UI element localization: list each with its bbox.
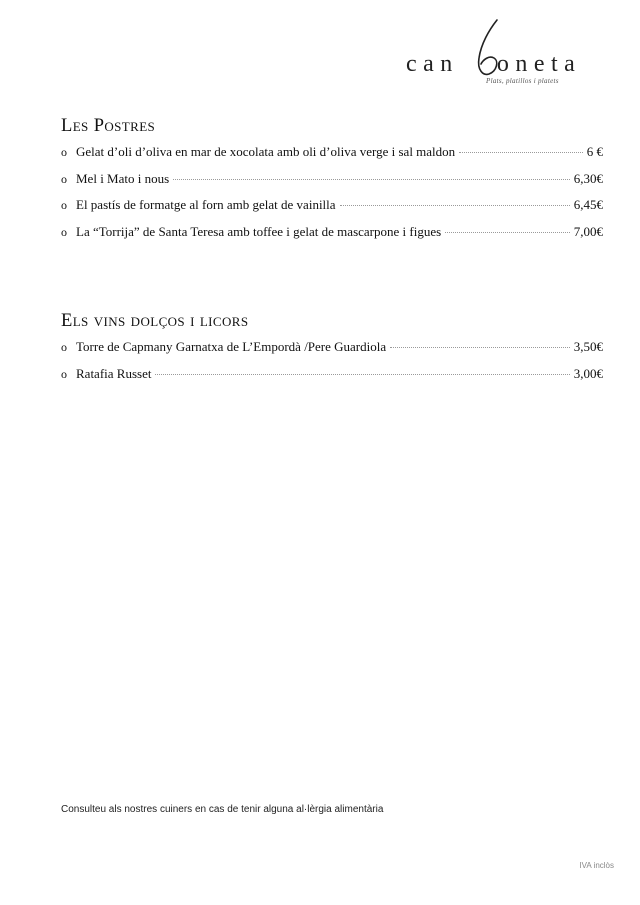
- menu-item-name: La “Torrija” de Santa Teresa amb toffee i gelat de mascarpone i figues: [76, 223, 442, 239]
- logo-prefix: can: [406, 51, 459, 77]
- dot-leader: [340, 205, 570, 206]
- logo-stylized-b-icon: [467, 18, 507, 80]
- logo-suffix: oneta: [496, 51, 582, 77]
- menu-item: [61, 144, 603, 171]
- bullet: o: [61, 198, 67, 212]
- menu-item-price: 6,30€: [573, 170, 603, 186]
- dot-leader: [155, 374, 569, 375]
- section-les-postres: [61, 114, 603, 250]
- section-title: Els vins dolços i licors: [61, 311, 249, 331]
- menu-item: [61, 339, 603, 366]
- menu-item-price: 6,45€: [573, 197, 603, 212]
- section-title: Les Postres: [61, 116, 156, 136]
- dot-leader: [445, 232, 570, 233]
- bullet: o: [61, 340, 67, 354]
- bullet: o: [61, 145, 67, 159]
- bullet: o: [61, 224, 67, 239]
- dot-leader: [173, 179, 570, 180]
- menu-item: [61, 197, 603, 224]
- menu-item: [61, 171, 603, 198]
- menu-item: [61, 366, 603, 393]
- logo-tagline: Plats, platillos i platets: [486, 77, 559, 85]
- menu-item-name: El pastís de formatge al forn amb gelat de vainilla: [76, 197, 336, 212]
- bullet: o: [61, 171, 67, 186]
- bullet: o: [61, 366, 67, 381]
- restaurant-logo: [406, 18, 596, 94]
- menu-item-name: Gelat d’oli d’oliva en mar de xocolata amb oli d’oliva verge i sal maldon: [76, 144, 456, 159]
- dot-leader: [459, 152, 583, 153]
- dot-leader: [390, 347, 570, 348]
- menu-item-name: Mel i Mato i nous: [76, 170, 170, 186]
- allergy-note: Consulteu als nostres cuiners en cas de tenir alguna al·lèrgia alimentària: [61, 804, 384, 815]
- tax-note: IVA inclòs: [579, 861, 614, 870]
- menu-item-name: Torre de Capmany Garnatxa de L’Empordà /Pere Guardiola: [76, 339, 387, 354]
- menu-item-price: 3,50€: [573, 339, 603, 354]
- menu-item-price: 7,00€: [573, 223, 603, 239]
- menu-item-name: Ratafia Russet: [76, 365, 152, 381]
- menu-item-price: 3,00€: [573, 365, 603, 381]
- menu-item: [61, 224, 603, 251]
- menu-item-price: 6 €: [586, 144, 603, 159]
- section-vins-dolcos-licors: [61, 309, 603, 392]
